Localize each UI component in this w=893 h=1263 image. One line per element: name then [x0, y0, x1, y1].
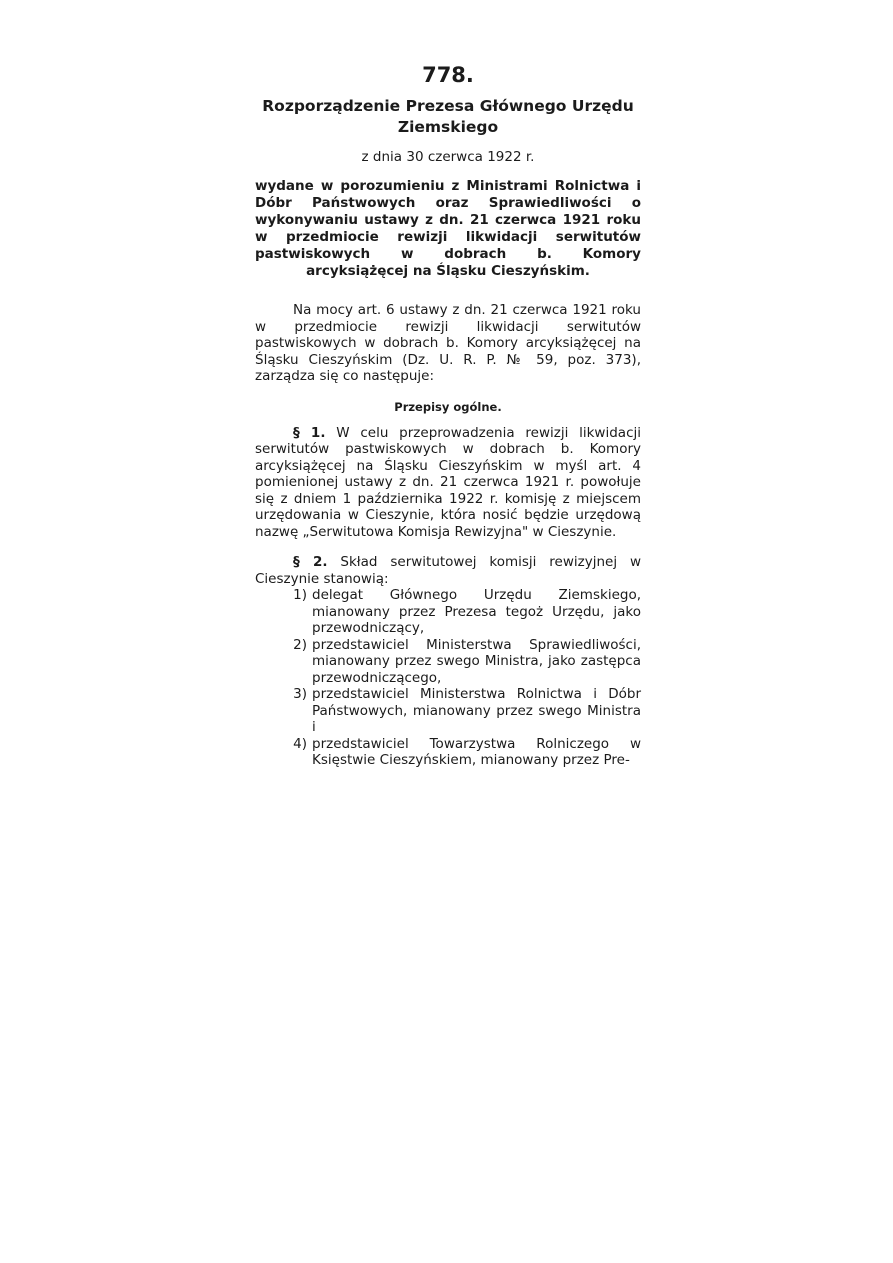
section-heading: Przepisy ogólne. — [394, 399, 502, 414]
list-item-number: 4) — [293, 735, 307, 752]
list-item-number: 1) — [293, 587, 307, 603]
list-item-text: przedstawiciel Towarzystwa Rolniczego w Księstwie Cieszyńskiem, mianowany przez Pre- — [312, 735, 641, 768]
list-item-text: przedstawiciel Ministerstwa Rolnictwa i Dóbr Państwowych, mianowany przez swego Ministra i — [312, 686, 641, 735]
document-title: Rozporządzenie Prezesa Głównego Urzędu Ziemskiego — [262, 97, 634, 136]
list-item — [255, 587, 641, 637]
list-item-text: delegat Głównego Urzędu Ziemskiego, mianowany przez Prezesa tegoż Urzędu, jako przewodniczący, — [312, 587, 641, 636]
list-item-text: przedstawiciel Ministerstwa Sprawiedliwości, mianowany przez swego Ministra, jako zastępca przewodniczącego, — [312, 636, 641, 686]
paragraph-2 — [255, 554, 641, 587]
document-page — [255, 62, 641, 769]
document-date: z dnia 30 czerwca 1922 r. — [361, 149, 535, 165]
document-number: 778. — [422, 63, 474, 87]
paragraph-2-text: Skład serwitutowej komisji rewizyjnej w Cieszynie stanowią: — [255, 554, 641, 587]
list-item — [255, 637, 641, 687]
list-item — [255, 736, 641, 769]
list-item-number: 3) — [293, 686, 307, 702]
paragraph-1-text: W celu przeprowadzenia rewizji likwidacji serwitutów pastwiskowych w dobrach b. Komory arcyksiążęcej na Śląsku Cieszyńskim w myśl art. 4 pomienionej ustawy z dn. 21 czerwca 1921 r. powołuje się z dniem 1 października 1922 r. komisję z miejscem urzędowania w Cieszynie, która nosić będzie urzędową nazwę „Serwitutowa Komisja Rewizyjna" w Cieszynie. — [255, 424, 641, 540]
list-item-number: 2) — [293, 636, 307, 653]
paragraph-1 — [255, 425, 641, 541]
paragraph-2-sign: § 2. — [293, 554, 328, 570]
preamble-paragraph: Na mocy art. 6 ustawy z dn. 21 czerwca 1921 roku w przedmiocie rewizji likwidacji serwitutów pastwiskowych w dobrach b. Komory arcyksiążęcej na Śląsku Cieszyńskim (Dz. U. R. P. № 59, poz. 373), zarządza się co następuje: — [255, 302, 641, 384]
list-item — [255, 686, 641, 736]
paragraph-1-sign: § 1. — [293, 424, 326, 441]
document-subtitle: wydane w porozumieniu z Ministrami Rolnictwa i Dóbr Państwowych oraz Sprawiedliwości o wykonywaniu ustawy z dn. 21 czerwca 1921 roku w przedmiocie rewizji likwidacji serwitutów pastwiskowych w dobrach b. Komory arcyksiążęcej na Śląsku Cieszyńskim. — [255, 178, 641, 279]
composition-list — [255, 587, 641, 769]
